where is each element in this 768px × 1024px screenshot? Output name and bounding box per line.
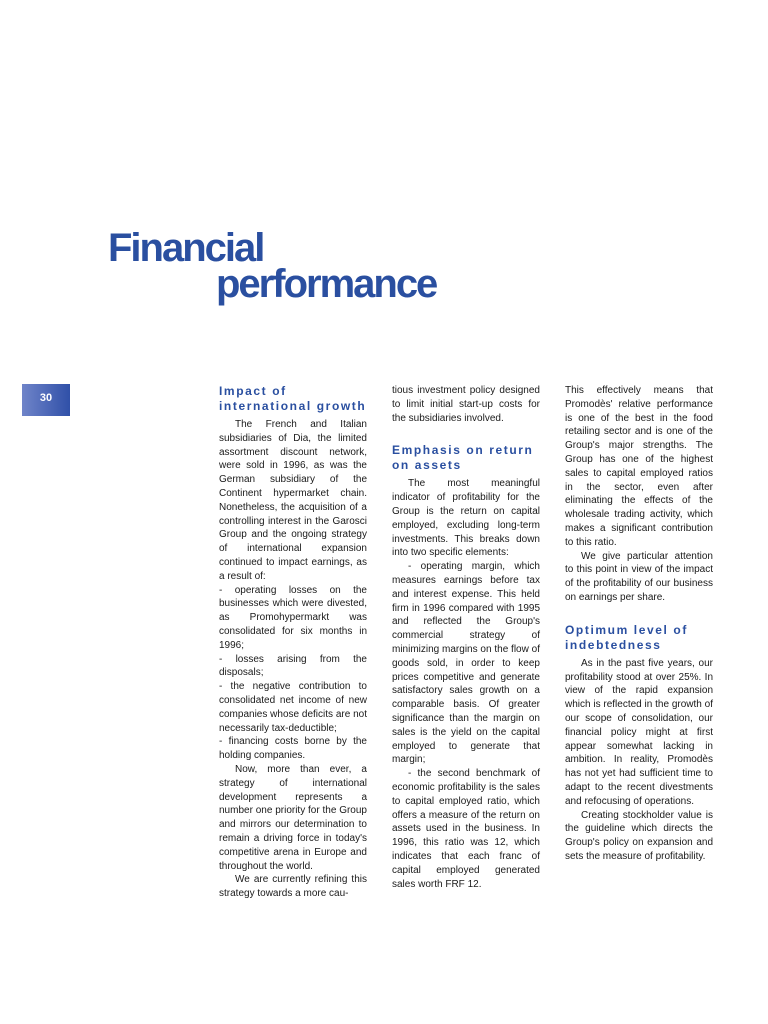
paragraph: We are currently refining this strategy towards a more cau- xyxy=(219,874,367,900)
section-heading-return-on-assets: Emphasis on return on assets xyxy=(392,443,534,473)
page-title-line-1: Financial xyxy=(108,226,264,270)
paragraph: As in the past five years, our profitability stood at over 25%. In view of the rapid expansion which is reflected in the growth of our scope of consolidation, our financial policy might at first appear somewhat lacking in ambition. In reality, Promodès has not yet had sufficient time to adapt to the recent divestments and refocusing of operations. xyxy=(565,657,713,807)
list-item: - the negative contribution to consolidated net income of new companies whose deficits are not necessarily tax-deductible; xyxy=(219,681,367,734)
list-item: - losses arising from the disposals; xyxy=(219,653,367,679)
list-item: - financing costs borne by the holding companies. xyxy=(219,736,367,762)
page-number: 30 xyxy=(39,392,53,404)
page-title-line-2: performance xyxy=(216,262,437,306)
list-item: - operating margin, which measures earnings before tax and interest expense. This held firm in 1996 compared with 1995 and reflected the Group's commercial strategy of minimizing margins on the flow of goods sold, in order to keep prices competitive and generate satisfactory sales growth on a comparable basis. Of greater significance than the margin on sales is the yield on the capital employed to generate that margin; xyxy=(392,561,540,766)
paragraph-continued: This effectively means that Promodès' relative performance is one of the best in the food retailing sector and is one of the Group's major strengths. The Group has one of the highest sales to capital employed ratios in the sector, even after eliminating the effects of the wholesale trading activity, which makes a significant contribution to this ratio. xyxy=(565,385,713,548)
list-item: - operating losses on the businesses which were divested, as Promohypermarkt was consolidated for six months in 1996; xyxy=(219,584,367,651)
page-number-tab xyxy=(22,384,70,416)
column-2 xyxy=(392,384,540,891)
paragraph: The French and Italian subsidiaries of Dia, the limited assortment discount network, were sold in 1996, as was the German subsidiary of the Continent hypermarket chain. Nonetheless, the acquisition of a controlling interest in the Garosci Group and the ongoing strategy of international expansion continued to impact earnings, as a result of: xyxy=(219,419,367,582)
column-3 xyxy=(565,384,713,864)
paragraph: Now, more than ever, a strategy of international development represents a number one priority for the Group and mirrors our determination to remain a driving force in today's competitive arena in Europe and throughout the world. xyxy=(219,763,367,872)
paragraph-continued: tious investment policy designed to limit initial start-up costs for the subsidiaries involved. xyxy=(392,385,540,424)
paragraph: Creating stockholder value is the guideline which directs the Group's policy on expansion and sets the measure of profitability. xyxy=(565,809,713,862)
list-item: - the second benchmark of economic profitability is the sales to capital employed ratio, which offers a measure of the return on assets used in the business. In 1996, this ratio was 12, which indicates that each franc of capital employed generated sales worth FRF 12. xyxy=(392,768,540,890)
section-heading-international-growth: Impact of international growth xyxy=(219,384,367,413)
section-heading-indebtedness: Optimum level of indebtedness xyxy=(565,622,688,652)
column-1 xyxy=(219,384,367,901)
paragraph: We give particular attention to this point in view of the impact of the profitability of our business on earnings per share. xyxy=(565,550,713,603)
paragraph: The most meaningful indicator of profitability for the Group is the return on capital employed, excluding long-term investments. This breaks down into two specific elements: xyxy=(392,478,540,559)
